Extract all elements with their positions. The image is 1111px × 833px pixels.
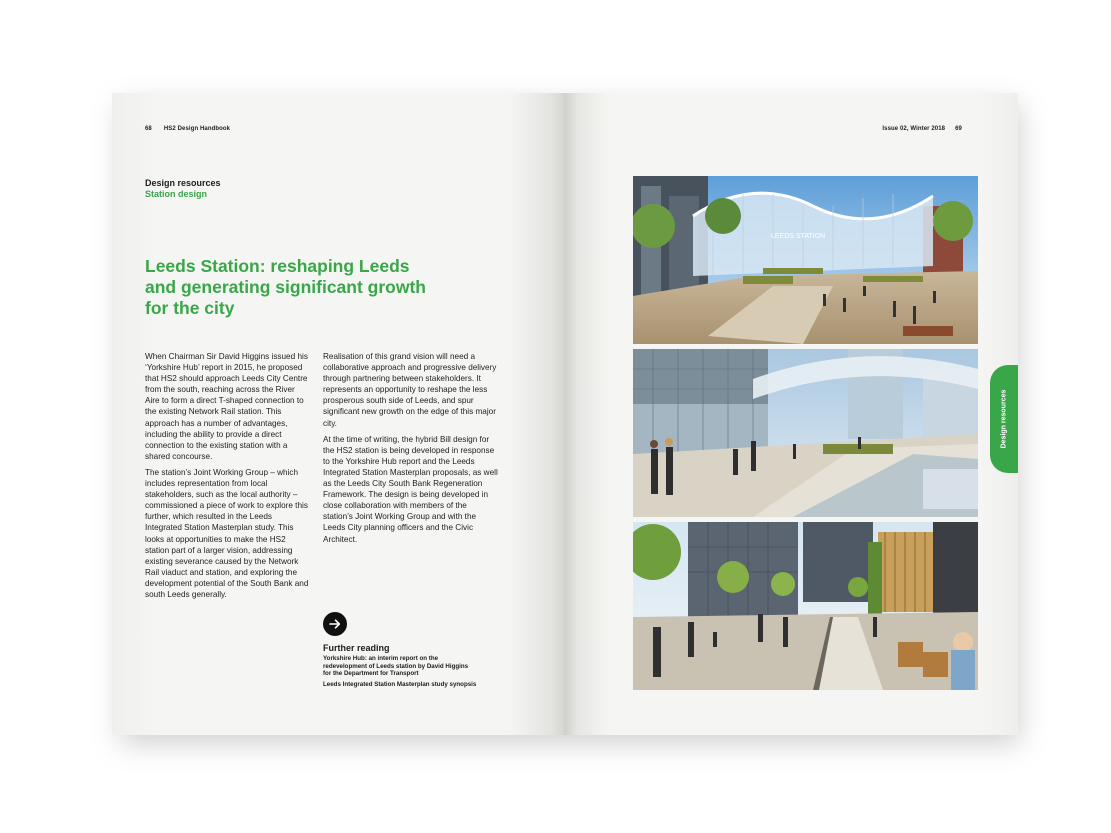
body-paragraph: When Chairman Sir David Higgins issued his ‘Yorkshire Hub’ report in 2015, he proposed that HS2 should approach Leeds City Centre from the south, reaching across the River Aire to form a direct T-shaped connection to the existing Network Rail station. This approach has a number of advantages, including the ability to provide a direct connection to the existing station with a shared concourse. bbox=[145, 352, 308, 461]
body-paragraph: At the time of writing, the hybrid Bill design for the HS2 station is being developed in response to the Yorkshire Hub report and the Leeds Integrated Station Masterplan proposals, as well as the Leeds City South Bank Regeneration Framework. The design is being developed in close collaboration with members of the station’s Joint Working Group and with the Leeds City planning officers and the Civic Architect. bbox=[323, 434, 498, 544]
right-page-header bbox=[882, 126, 962, 132]
section-label: Design resources bbox=[145, 178, 221, 188]
street-plaza-image bbox=[633, 522, 978, 690]
further-reading-item: Yorkshire Hub: an interim report on the redevelopment of Leeds station by David Higgins for the Department for Transport bbox=[323, 655, 469, 678]
station-sign: LEEDS STATION bbox=[771, 233, 826, 240]
body-paragraph: The station’s Joint Working Group – which includes representation from local stakeholders, such as the local authority – commissioned a piece of work to explore this further, which resulted in the Leeds Integrated Station Masterplan study. This looks at opportunities to make the HS2 station part of a larger vision, addressing existing severance caused by the Network Rail viaduct and station, and exploring the development potential of the South Bank and south Leeds generally. bbox=[145, 467, 309, 599]
open-handbook bbox=[112, 93, 1018, 735]
side-tab-design-resources[interactable] bbox=[990, 365, 1018, 473]
body-column-1 bbox=[145, 351, 310, 605]
station-concourse-image bbox=[633, 349, 978, 517]
left-page-number: 68 bbox=[145, 126, 152, 132]
article-title: Leeds Station: reshaping Leeds and generating significant growth for the city bbox=[145, 256, 426, 318]
handbook-title: HS2 Design Handbook bbox=[163, 126, 231, 132]
issue-label: Issue 02, Winter 2018 bbox=[882, 126, 946, 132]
arrow-right-icon bbox=[323, 612, 347, 636]
right-page-number: 69 bbox=[955, 126, 962, 132]
station-canopy-image bbox=[633, 176, 978, 344]
left-page bbox=[112, 93, 564, 735]
left-page-header bbox=[145, 126, 230, 132]
section-sublabel: Station design bbox=[145, 189, 208, 199]
right-page bbox=[564, 93, 1018, 735]
section-labels bbox=[145, 178, 221, 200]
side-tab-label: Design resources bbox=[1000, 389, 1008, 449]
further-reading-item: Leeds Integrated Station Masterplan study synopsis bbox=[323, 680, 477, 688]
further-reading bbox=[323, 643, 523, 691]
further-reading-heading: Further reading bbox=[323, 643, 390, 653]
body-paragraph: Realisation of this grand vision will need a collaborative approach and progressive delivery through partnering between stakeholders. It represents an opportunity to reshape the less prosperous south side of Leeds, and spur significant new growth on the edge of this major city. bbox=[323, 352, 497, 428]
body-column-2 bbox=[323, 351, 498, 550]
